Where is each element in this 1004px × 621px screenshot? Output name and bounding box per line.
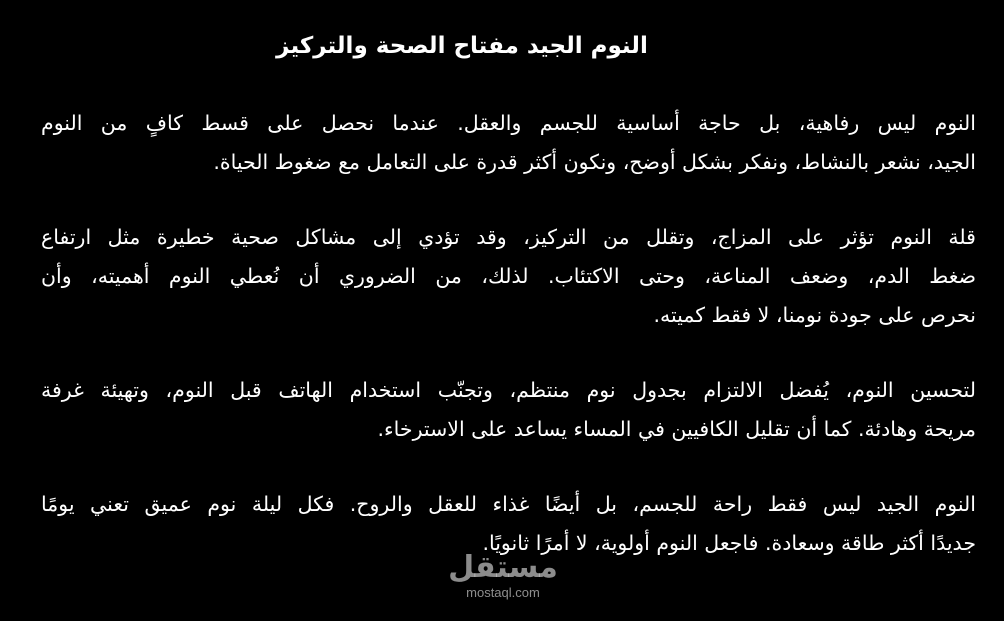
paragraph-3-line-2: مريحة وهادئة. كما أن تقليل الكافيين في المساء يساعد على الاسترخاء.	[377, 417, 976, 441]
paragraph-4-line-2: جديدًا أكثر طاقة وسعادة. فاجعل النوم أولوية، لا أمرًا ثانويًا.	[482, 531, 976, 555]
mostaql-watermark	[436, 552, 570, 612]
watermark-logo: مستقل	[448, 550, 558, 585]
paragraph-3	[41, 371, 976, 449]
paragraph-3-line-1: لتحسين النوم، يُفضل الالتزام بجدول نوم منتظم، وتجنّب استخدام الهاتف قبل النوم، وتهيئة غرفة	[41, 378, 976, 402]
paragraph-2-line-1: قلة النوم تؤثر على المزاج، وتقلل من التركيز، وقد تؤدي إلى مشاكل صحية خطيرة مثل ارتفاع	[41, 225, 976, 249]
document-body	[41, 104, 976, 599]
watermark-url: mostaql.com	[466, 585, 540, 600]
document-title: النوم الجيد مفتاح الصحة والتركيز	[276, 33, 648, 59]
paragraph-1-line-1: النوم ليس رفاهية، بل حاجة أساسية للجسم والعقل. عندما نحصل على قسط كافٍ من النوم	[41, 111, 976, 135]
paragraph-2-line-2: ضغط الدم، وضعف المناعة، وحتى الاكتئاب. لذلك، من الضروري أن نُعطي النوم أهميته، وأن	[41, 264, 976, 288]
paragraph-2-line-3: نحرص على جودة نومنا، لا فقط كميته.	[653, 303, 976, 327]
paragraph-1	[41, 104, 976, 182]
paragraph-1-line-2: الجيد، نشعر بالنشاط، ونفكر بشكل أوضح، ونكون أكثر قدرة على التعامل مع ضغوط الحياة.	[213, 150, 976, 174]
paragraph-4-line-1: النوم الجيد ليس فقط راحة للجسم، بل أيضًا غذاء للعقل والروح. فكل ليلة نوم عميق تعني يومًا	[41, 492, 976, 516]
paragraph-2	[41, 218, 976, 335]
